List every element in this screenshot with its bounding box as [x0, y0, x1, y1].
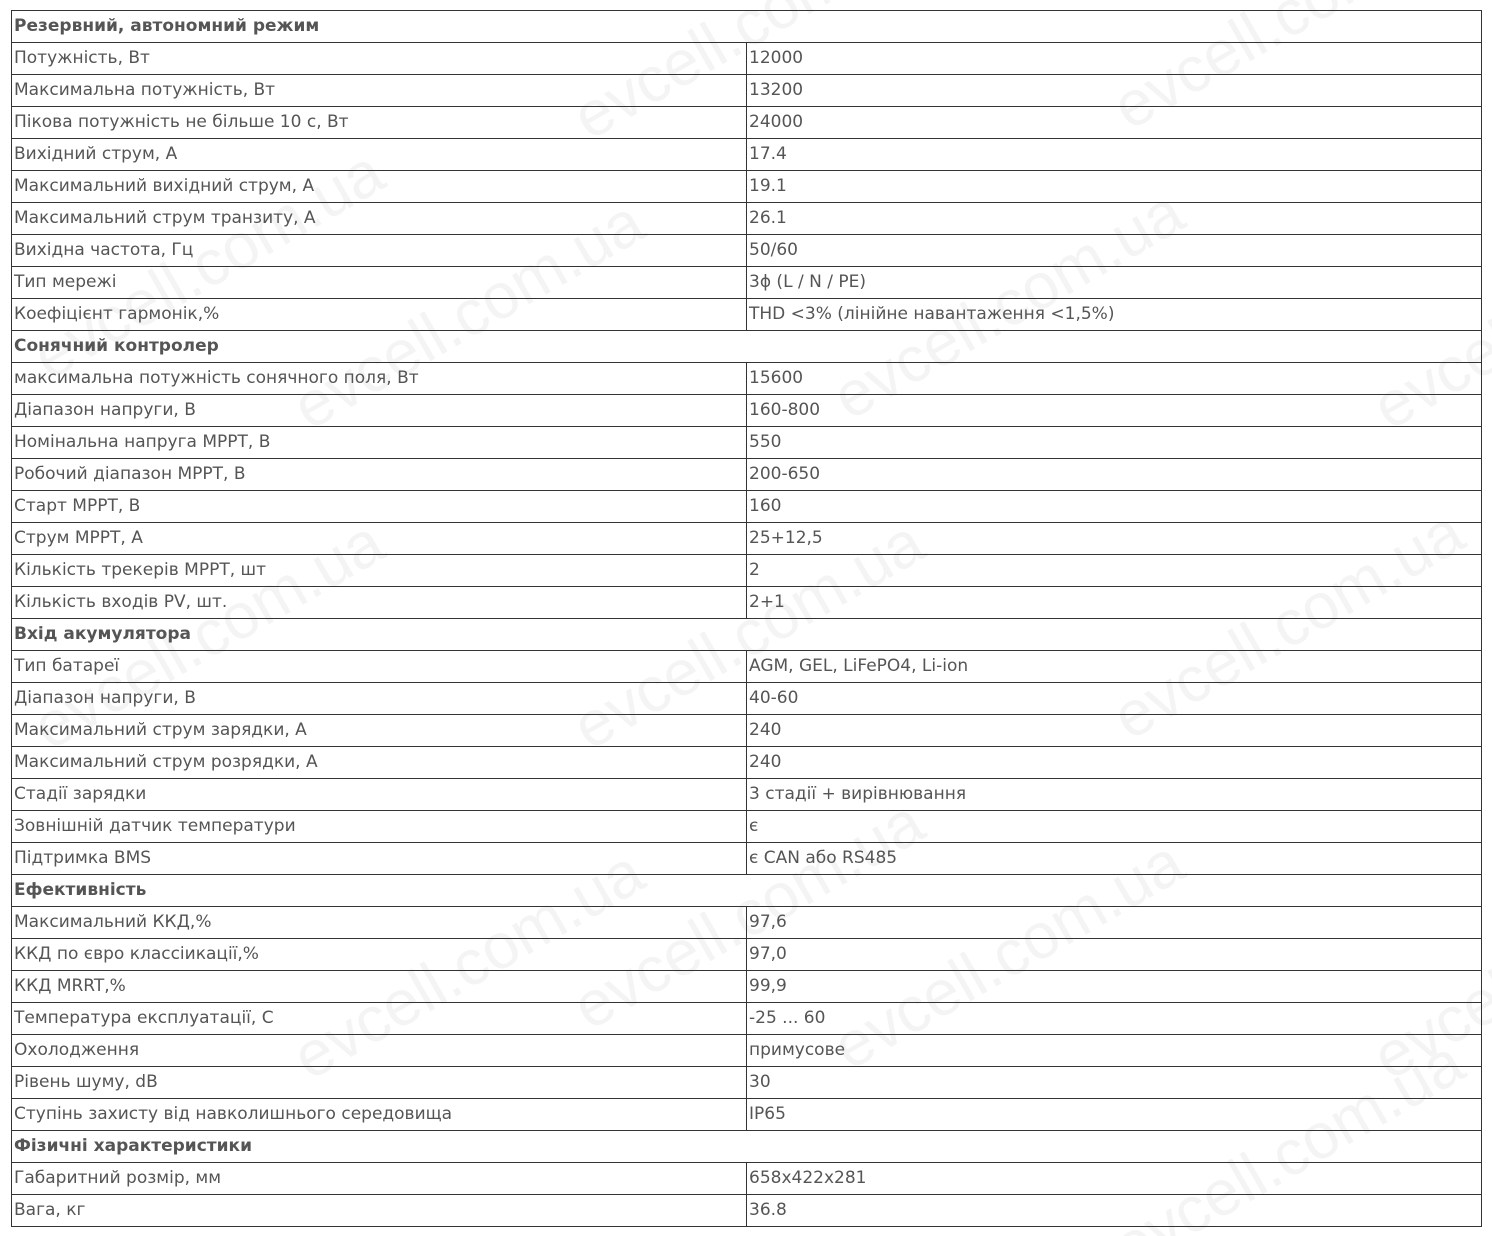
spec-label: Потужність, Вт — [12, 43, 747, 75]
spec-value: AGM, GEL, LiFePO4, Li-ion — [747, 651, 1482, 683]
table-row — [12, 1035, 1482, 1067]
section-header-row — [12, 11, 1482, 43]
table-row — [12, 779, 1482, 811]
spec-value: IP65 — [747, 1099, 1482, 1131]
spec-value: 17.4 — [747, 139, 1482, 171]
table-row — [12, 43, 1482, 75]
spec-value: 97,0 — [747, 939, 1482, 971]
table-row — [12, 139, 1482, 171]
spec-label: Габаритний розмір, мм — [12, 1163, 747, 1195]
section-title: Резервний, автономний режим — [12, 11, 1482, 43]
spec-label: Кількість трекерів MPPT, шт — [12, 555, 747, 587]
spec-value: є — [747, 811, 1482, 843]
table-row — [12, 843, 1482, 875]
table-row — [12, 299, 1482, 331]
spec-label: Зовнішній датчик температури — [12, 811, 747, 843]
section-title: Сонячний контролер — [12, 331, 1482, 363]
spec-label: Максимальний ККД,% — [12, 907, 747, 939]
table-row — [12, 555, 1482, 587]
specifications-table-body — [12, 11, 1482, 1227]
spec-label: Пікова потужність не більше 10 с, Вт — [12, 107, 747, 139]
table-row — [12, 907, 1482, 939]
spec-label: Тип мережі — [12, 267, 747, 299]
spec-label: Діапазон напруги, В — [12, 395, 747, 427]
spec-label: Струм MPPT, А — [12, 523, 747, 555]
spec-label: Максимальний струм транзиту, А — [12, 203, 747, 235]
table-row — [12, 811, 1482, 843]
table-row — [12, 363, 1482, 395]
table-row — [12, 267, 1482, 299]
spec-label: ККД по євро классіикації,% — [12, 939, 747, 971]
spec-value: 200-650 — [747, 459, 1482, 491]
table-row — [12, 75, 1482, 107]
table-row — [12, 651, 1482, 683]
table-row — [12, 459, 1482, 491]
table-row — [12, 1195, 1482, 1227]
table-row — [12, 1099, 1482, 1131]
section-title: Ефективність — [12, 875, 1482, 907]
spec-label: Вихідна частота, Гц — [12, 235, 747, 267]
spec-value: 13200 — [747, 75, 1482, 107]
spec-value: 160-800 — [747, 395, 1482, 427]
spec-value: 2+1 — [747, 587, 1482, 619]
table-row — [12, 683, 1482, 715]
table-row — [12, 523, 1482, 555]
table-row — [12, 715, 1482, 747]
spec-label: Вага, кг — [12, 1195, 747, 1227]
spec-value: 24000 — [747, 107, 1482, 139]
spec-label: Робочий діапазон MPPT, В — [12, 459, 747, 491]
spec-value: 30 — [747, 1067, 1482, 1099]
table-row — [12, 203, 1482, 235]
spec-label: максимальна потужність сонячного поля, Вт — [12, 363, 747, 395]
specifications-table — [11, 10, 1482, 1227]
spec-label: ККД MRRT,% — [12, 971, 747, 1003]
spec-label: Рівень шуму, dB — [12, 1067, 747, 1099]
spec-label: Максимальна потужність, Вт — [12, 75, 747, 107]
spec-value: є CAN або RS485 — [747, 843, 1482, 875]
spec-label: Коефіцієнт гармонік,% — [12, 299, 747, 331]
spec-value: 40-60 — [747, 683, 1482, 715]
spec-label: Максимальний вихідний струм, А — [12, 171, 747, 203]
section-header-row — [12, 1131, 1482, 1163]
spec-value: 19.1 — [747, 171, 1482, 203]
spec-value: примусове — [747, 1035, 1482, 1067]
spec-value: 160 — [747, 491, 1482, 523]
spec-value: 3ϕ (L / N / PE) — [747, 267, 1482, 299]
spec-value: 50/60 — [747, 235, 1482, 267]
section-header-row — [12, 875, 1482, 907]
spec-label: Підтримка BMS — [12, 843, 747, 875]
spec-label: Максимальний струм розрядки, А — [12, 747, 747, 779]
spec-value: 3 стадії + вирівнювання — [747, 779, 1482, 811]
spec-label: Ступінь захисту від навколишнього середовища — [12, 1099, 747, 1131]
table-row — [12, 971, 1482, 1003]
spec-value: 2 — [747, 555, 1482, 587]
spec-value: 15600 — [747, 363, 1482, 395]
spec-value: 36.8 — [747, 1195, 1482, 1227]
spec-value: 97,6 — [747, 907, 1482, 939]
table-row — [12, 747, 1482, 779]
spec-label: Старт MPPT, В — [12, 491, 747, 523]
spec-label: Діапазон напруги, В — [12, 683, 747, 715]
spec-label: Номінальна напруга MPPT, В — [12, 427, 747, 459]
spec-label: Стадії зарядки — [12, 779, 747, 811]
spec-label: Кількість входів PV, шт. — [12, 587, 747, 619]
section-header-row — [12, 619, 1482, 651]
table-row — [12, 1003, 1482, 1035]
table-row — [12, 107, 1482, 139]
table-row — [12, 939, 1482, 971]
section-title: Вхід акумулятора — [12, 619, 1482, 651]
table-row — [12, 235, 1482, 267]
spec-label: Температура експлуатації, С — [12, 1003, 747, 1035]
table-row — [12, 395, 1482, 427]
spec-value: -25 ... 60 — [747, 1003, 1482, 1035]
spec-value: 240 — [747, 715, 1482, 747]
spec-label: Охолодження — [12, 1035, 747, 1067]
spec-label: Максимальний струм зарядки, А — [12, 715, 747, 747]
spec-value: 658x422x281 — [747, 1163, 1482, 1195]
spec-value: 240 — [747, 747, 1482, 779]
table-row — [12, 427, 1482, 459]
table-row — [12, 171, 1482, 203]
spec-value: 550 — [747, 427, 1482, 459]
spec-value: 12000 — [747, 43, 1482, 75]
spec-value: THD <3% (лінійне навантаження <1,5%) — [747, 299, 1482, 331]
table-row — [12, 491, 1482, 523]
table-row — [12, 587, 1482, 619]
table-row — [12, 1067, 1482, 1099]
spec-value: 99,9 — [747, 971, 1482, 1003]
spec-label: Вихідний струм, А — [12, 139, 747, 171]
table-row — [12, 1163, 1482, 1195]
section-title: Фізичні характеристики — [12, 1131, 1482, 1163]
section-header-row — [12, 331, 1482, 363]
spec-label: Тип батареї — [12, 651, 747, 683]
spec-value: 26.1 — [747, 203, 1482, 235]
spec-value: 25+12,5 — [747, 523, 1482, 555]
